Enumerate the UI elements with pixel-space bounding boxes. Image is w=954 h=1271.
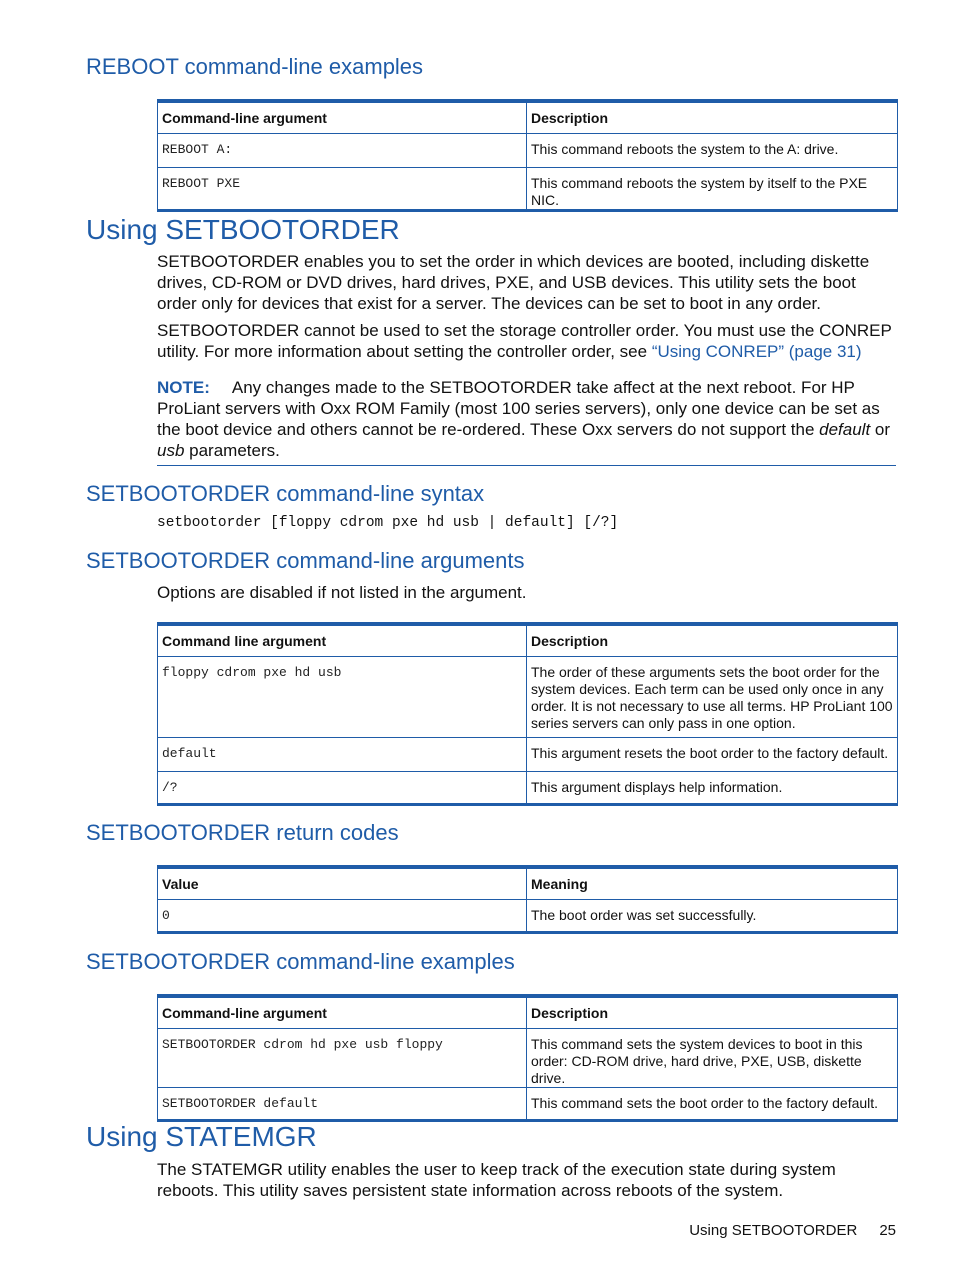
table-header-row [158, 101, 898, 134]
note-block [157, 377, 897, 461]
argument-cell: REBOOT PXE [158, 168, 527, 211]
note-emphasis-default: default [819, 420, 871, 439]
argument-cell: /? [158, 772, 527, 805]
argument-cell: floppy cdrom pxe hd usb [158, 657, 527, 738]
section-heading-arguments: SETBOOTORDER command-line arguments [86, 548, 525, 573]
table-row [158, 168, 898, 211]
reboot-examples-table [157, 99, 898, 212]
section-heading-setbootorder-examples: SETBOOTORDER command-line examples [86, 949, 515, 974]
argument-cell: SETBOOTORDER cdrom hd pxe usb floppy [158, 1029, 527, 1088]
note-divider [157, 465, 896, 466]
section-heading-using-statemgr: Using STATEMGR [86, 1121, 317, 1152]
note-emphasis-usb: usb [157, 441, 185, 460]
setbootorder-examples-table [157, 994, 898, 1122]
statemgr-paragraph: The STATEMGR utility enables the user to keep track of the execution state during system reboots. This utility saves persistent state information across reboots of the system. [157, 1160, 836, 1200]
table-row [158, 134, 898, 168]
table-row [158, 657, 898, 738]
section-heading-using-setbootorder: Using SETBOOTORDER [86, 214, 400, 245]
column-header: Command line argument [158, 624, 527, 657]
page-number: 25 [879, 1222, 896, 1239]
value-cell: 0 [158, 900, 527, 933]
column-header: Command-line argument [158, 996, 527, 1029]
table-header-row [158, 867, 898, 900]
table-row [158, 1029, 898, 1088]
paragraph-text: SETBOOTORDER cannot be used to set the storage controller order. You must use the CONREP utility. For more information about setting the controller order, see [157, 321, 892, 361]
section-heading-syntax: SETBOOTORDER command-line syntax [86, 481, 485, 506]
arguments-intro: Options are disabled if not listed in the argument. [157, 583, 527, 602]
description-cell: This command sets the boot order to the factory default. [527, 1088, 898, 1121]
note-text: Any changes made to the SETBOOTORDER take affect at the next reboot. For HP ProLiant servers with Oxx ROM Family (most 100 series servers), only one device can be set as the boot device and others cannot be re-ordered. These Oxx servers do not support the [157, 378, 880, 439]
description-cell: This command reboots the system by itself to the PXE NIC. [527, 168, 898, 211]
syntax-code: setbootorder [floppy cdrom pxe hd usb | default] [/?] [157, 515, 619, 531]
table-row [158, 772, 898, 805]
description-cell: This command reboots the system to the A: drive. [527, 134, 898, 168]
column-header: Value [158, 867, 527, 900]
conrep-cross-reference-link[interactable]: “Using CONREP” (page 31) [651, 342, 862, 361]
return-codes-table [157, 865, 898, 934]
column-header: Description [527, 996, 898, 1029]
column-header: Command-line argument [158, 101, 527, 134]
description-cell: The order of these arguments sets the boot order for the system devices. Each term can be used only once in any order. It is not necessary to use all terms. HP ProLiant 100 series servers can only pass in one option. [527, 657, 898, 738]
setbootorder-intro-paragraph: SETBOOTORDER enables you to set the order in which devices are booted, including diskette drives, CD-ROM or DVD drives, hard drives, PXE, and USB devices. This utility sets the boot order only for devices that exist for a server. The devices can be set to boot in any order. [157, 252, 870, 313]
table-row [158, 900, 898, 933]
description-cell: This argument resets the boot order to the factory default. [527, 738, 898, 772]
column-header: Meaning [527, 867, 898, 900]
column-header: Description [527, 101, 898, 134]
meaning-cell: The boot order was set successfully. [527, 900, 898, 933]
argument-cell: SETBOOTORDER default [158, 1088, 527, 1121]
argument-cell: REBOOT A: [158, 134, 527, 168]
arguments-table [157, 622, 898, 806]
table-row [158, 738, 898, 772]
table-header-row [158, 996, 898, 1029]
section-heading-reboot-examples: REBOOT command-line examples [86, 54, 424, 79]
table-row [158, 1088, 898, 1121]
page-footer [689, 1222, 896, 1239]
section-heading-return-codes: SETBOOTORDER return codes [86, 820, 399, 845]
argument-cell: default [158, 738, 527, 772]
column-header: Description [527, 624, 898, 657]
description-cell: This command sets the system devices to boot in this order: CD-ROM drive, hard drive, PXE, USB, diskette drive. [527, 1029, 898, 1088]
setbootorder-conrep-paragraph [157, 320, 897, 362]
footer-section-title: Using SETBOOTORDER [689, 1222, 858, 1239]
description-cell: This argument displays help information. [527, 772, 898, 805]
note-label: NOTE: [157, 378, 210, 397]
note-text: or [870, 420, 891, 439]
table-header-row [158, 624, 898, 657]
note-text: parameters. [184, 441, 280, 460]
